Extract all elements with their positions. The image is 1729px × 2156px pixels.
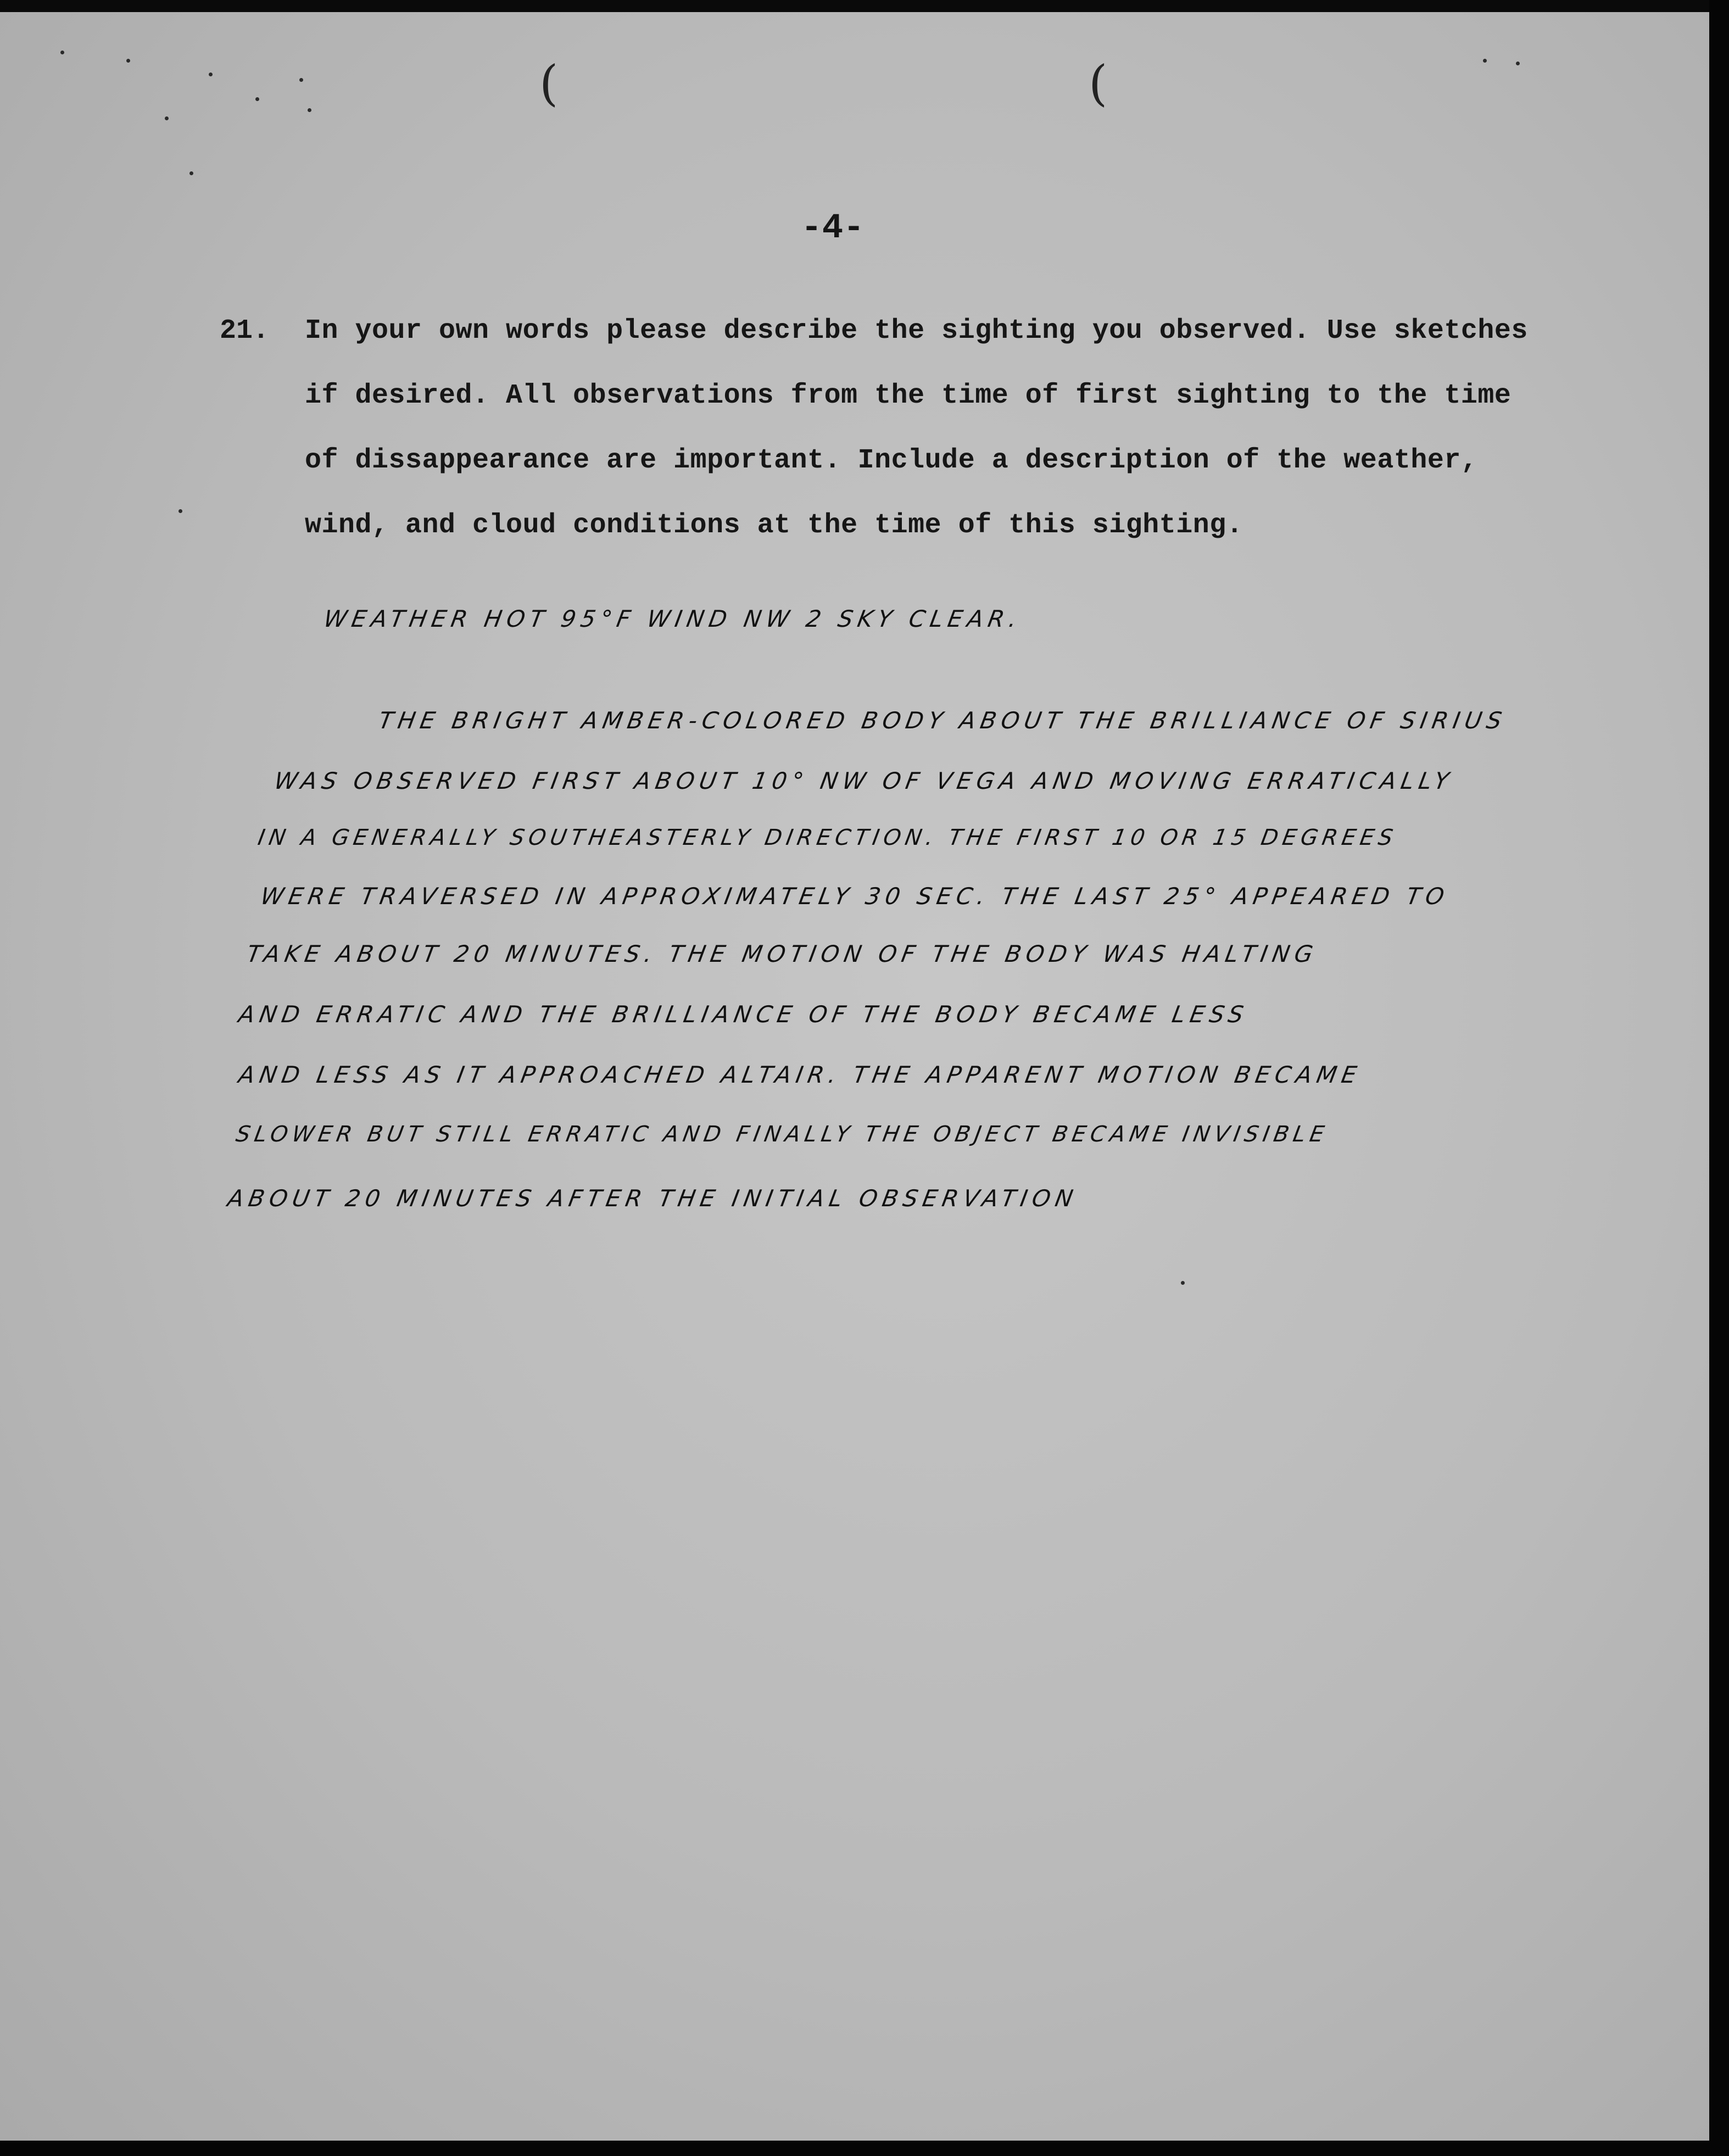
dust-speck	[126, 59, 130, 63]
question-line: wind, and cloud conditions at the time of this sighting.	[305, 510, 1243, 541]
dust-speck	[189, 171, 193, 175]
dust-speck	[1483, 59, 1487, 63]
narrative-line: IN A GENERALLY SOUTHEASTERLY DIRECTION. THE FIRST 10 OR 15 DEGREES	[255, 825, 1399, 850]
dust-speck	[209, 73, 213, 76]
margin-paren-left: (	[539, 55, 559, 112]
narrative-line: THE BRIGHT AMBER-COLORED BODY ABOUT THE BRILLIANCE OF SIRIUS	[376, 707, 1509, 734]
scan-frame-top	[0, 0, 1729, 12]
dust-speck	[60, 51, 64, 54]
question-number: 21.	[220, 315, 270, 347]
narrative-line: AND ERRATIC AND THE BRILLIANCE OF THE BODY BECAME LESS	[236, 1001, 1251, 1028]
narrative-line: AND LESS AS IT APPROACHED ALTAIR. THE APPARENT MOTION BECAME	[236, 1061, 1364, 1088]
page-number: -4-	[801, 209, 864, 248]
weather-line: WEATHER HOT 95°F WIND NW 2 SKY CLEAR.	[321, 605, 1024, 632]
narrative-line: WAS OBSERVED FIRST ABOUT 10° NW OF VEGA AND MOVING ERRATICALLY	[272, 767, 1456, 794]
dust-speck	[1181, 1281, 1185, 1285]
dust-speck	[299, 78, 303, 82]
question-line: of dissappearance are important. Include a description of the weather,	[305, 445, 1478, 476]
scan-frame-right	[1709, 0, 1729, 2156]
narrative-line: SLOWER BUT STILL ERRATIC AND FINALLY THE OBJECT BECAME INVISIBLE	[233, 1122, 1331, 1147]
question-line: if desired. All observations from the time of first sighting to the time	[305, 380, 1512, 411]
dust-speck	[308, 108, 311, 112]
dust-speck	[1516, 62, 1520, 65]
dust-speck	[179, 509, 182, 513]
narrative-line: WERE TRAVERSED IN APPROXIMATELY 30 SEC. THE LAST 25° APPEARED TO	[258, 883, 1452, 910]
narrative-line: TAKE ABOUT 20 MINUTES. THE MOTION OF THE BODY WAS HALTING	[244, 940, 1320, 967]
dust-speck	[255, 97, 259, 101]
scan-frame-bottom	[0, 2141, 1729, 2156]
paper-sheet	[0, 12, 1709, 2141]
narrative-line: ABOUT 20 MINUTES AFTER THE INITIAL OBSERVATION	[225, 1185, 1080, 1212]
dust-speck	[165, 116, 169, 120]
margin-paren-right: (	[1089, 55, 1108, 112]
question-line: In your own words please describe the sighting you observed. Use sketches	[305, 315, 1528, 347]
